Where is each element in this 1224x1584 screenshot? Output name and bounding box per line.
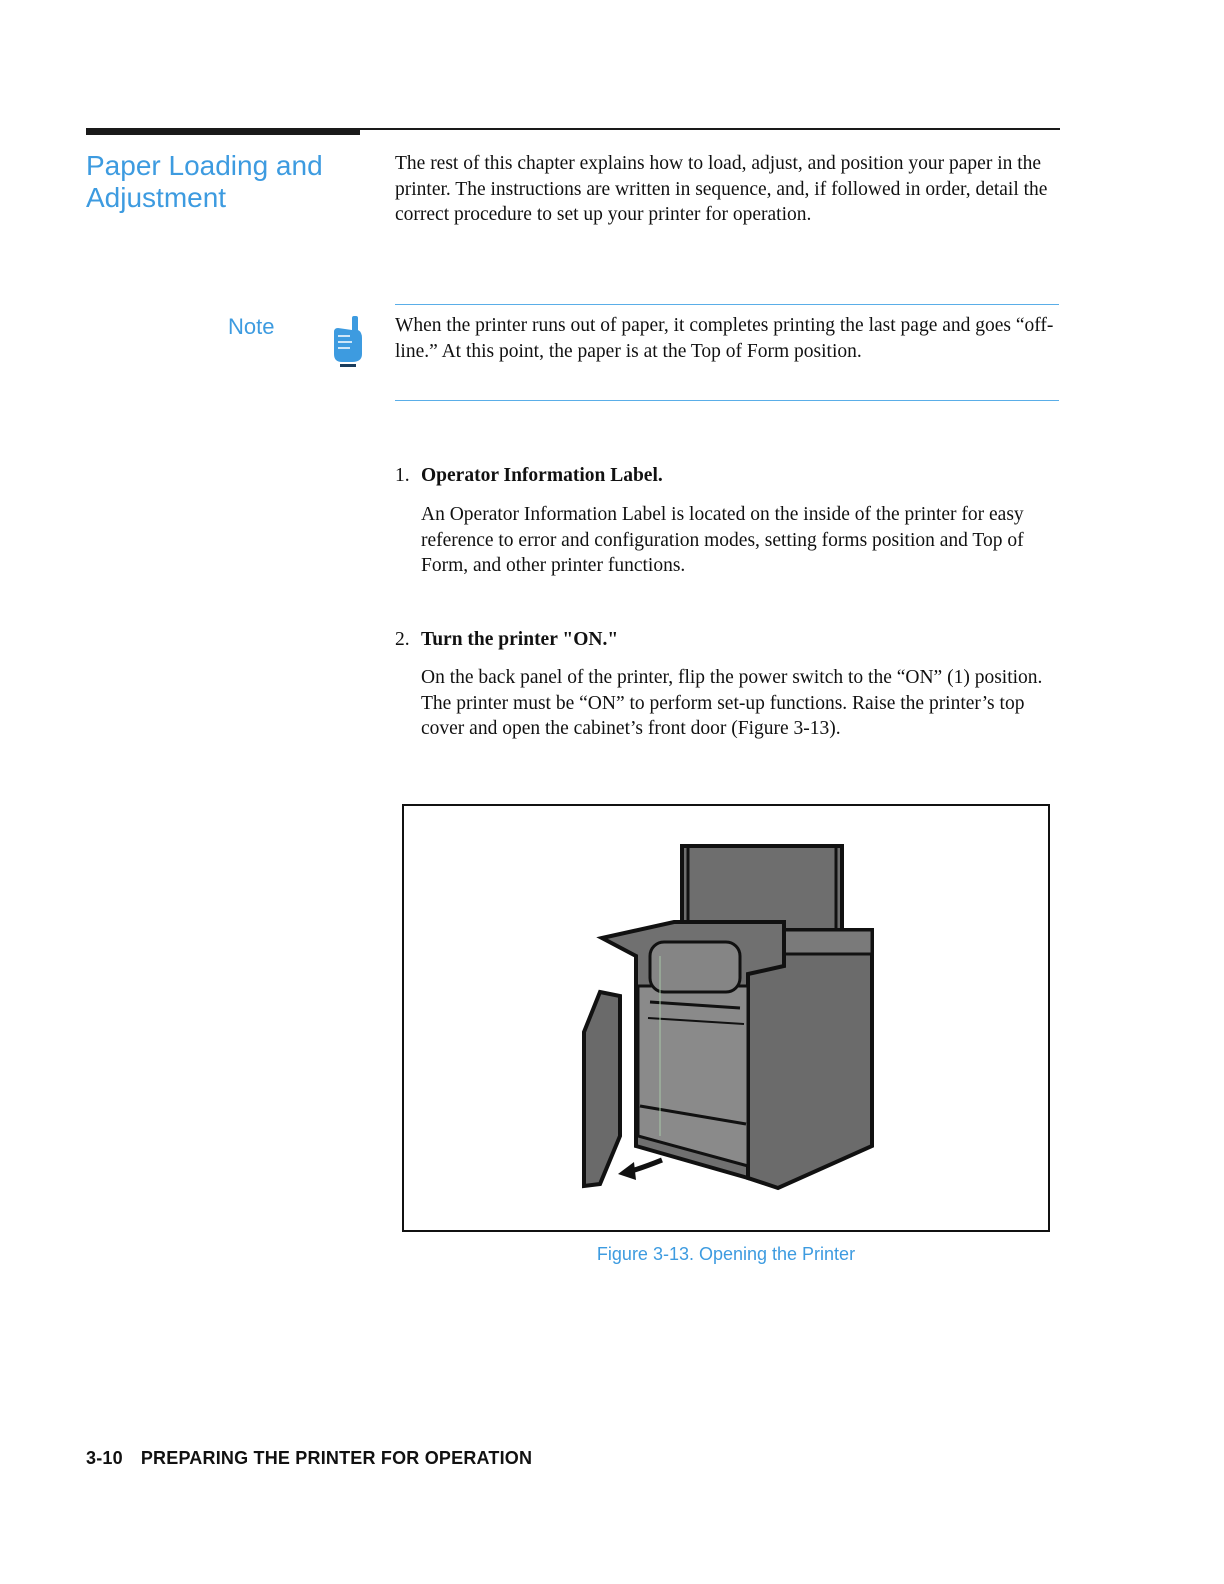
section-title <box>86 150 386 214</box>
figure-caption: Figure 3-13. Opening the Printer <box>596 1244 856 1264</box>
printer-illustration <box>404 806 1048 1230</box>
figure-printer-illustration <box>402 804 1050 1232</box>
note-label: Note <box>228 314 275 339</box>
note-text: When the printer runs out of paper, it completes printing the last page and goes “off-line.” At this point, the paper is at the Top of Form position. <box>395 315 1054 362</box>
section-title-line1: Paper Loading and <box>86 150 323 181</box>
note-rule-bottom <box>395 400 1059 401</box>
intro-paragraph: The rest of this chapter explains how to load, adjust, and position your paper in the printer. The instructions are written in sequence, and, if followed in order, detail the correct procedure to set up your printer for operation. <box>395 153 1048 225</box>
note-rule-top <box>395 304 1059 305</box>
section-title-line2: Adjustment <box>86 182 227 213</box>
step-1-number: 1. <box>395 465 410 486</box>
step-1-body: An Operator Information Label is located on the inside of the printer for easy reference to error and configuration modes, setting forms position and Top of Form, and other printer functions. <box>421 504 1024 576</box>
step-2-number: 2. <box>395 629 410 650</box>
chapter-title: PREPARING THE PRINTER FOR OPERATION <box>140 1448 533 1468</box>
step-2-heading: Turn the printer "ON." <box>421 629 619 650</box>
step-1-heading: Operator Information Label. <box>421 465 663 486</box>
header-rule-bar <box>86 128 360 135</box>
page-number: 3-10 <box>86 1448 123 1468</box>
step-2-body: On the back panel of the printer, flip the power switch to the “ON” (1) position. The printer must be “ON” to perform set-up functions. Raise the printer’s top cover and open the cabinet’s front door (Figure 3-13). <box>421 667 1043 739</box>
pointing-hand-icon <box>330 316 364 370</box>
page-footer <box>86 1448 532 1469</box>
